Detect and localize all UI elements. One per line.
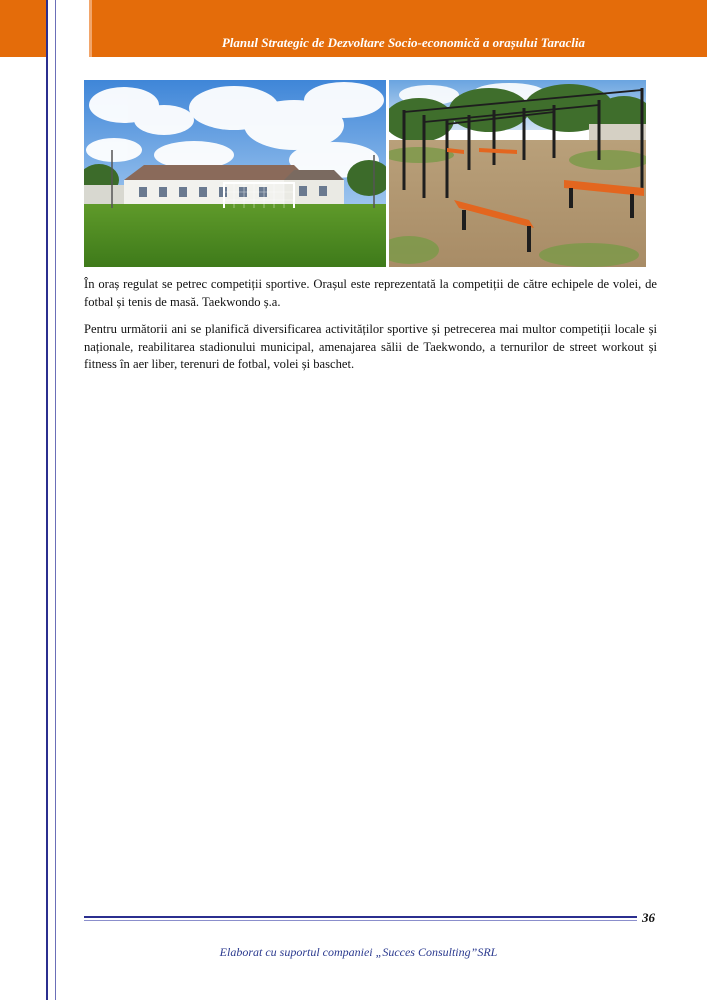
- footer-credit: Elaborat cu suportul companiei „Succes Consulting”SRL: [219, 945, 498, 959]
- footer-divider-primary: [84, 916, 637, 918]
- page-number: 36: [642, 910, 655, 925]
- header-left-block: [0, 0, 46, 57]
- margin-line-primary: [46, 0, 48, 1000]
- workout-park-photo: [389, 80, 646, 267]
- paragraph-plans: Pentru următorii ani se planifică diversificarea activităților sportive și petrecerea mai multor competiții locale și naționale, reabilitarea stadionului municipal, amenajarea sălii de Taekwondo, a ternurilor de street workout și fitness în aer liber, terenuri de fotbal, volei și baschet.: [84, 322, 657, 371]
- header-banner: [89, 0, 707, 57]
- document-title: Planul Strategic de Dezvoltare Socio-economică a orașului Taraclia: [221, 35, 585, 50]
- paragraph-competitions: În oraș regulat se petrec competiții sportive. Orașul este reprezentată la competiții de către echipele de volei, de fotbal și tenis de masă. Taekwondo ș.a.: [84, 277, 657, 309]
- margin-line-secondary: [55, 0, 56, 1000]
- stadium-photo: [84, 80, 386, 267]
- footer-divider-secondary: [84, 920, 637, 921]
